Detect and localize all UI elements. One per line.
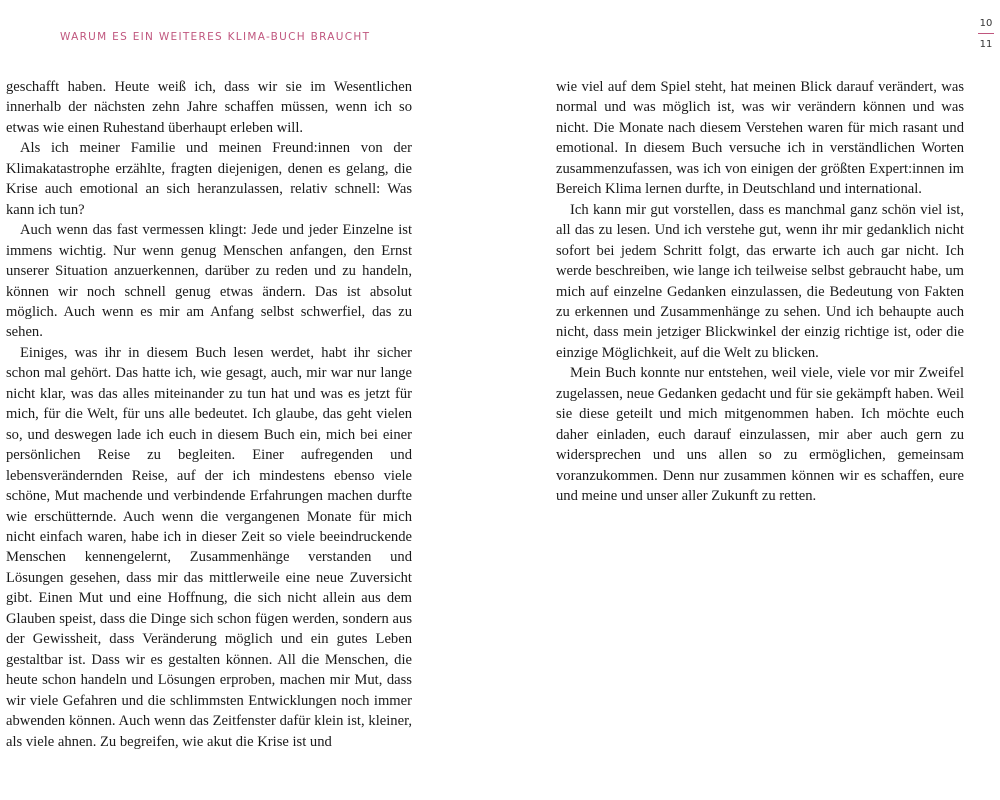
paragraph: Auch wenn das fast vermessen klingt: Jede und jeder Einzelne ist immens wichtig. Nur wenn genug Menschen anfangen, den Ernst unserer Situation anzuerkennen, darüber zu reden und zu handeln, können wir noch schnell genug etwas ändern. Das ist absolut möglich. Auch wenn es mir am Anfang selbst schwerfiel, das zu sehen. — [6, 222, 412, 341]
left-text-column — [6, 77, 412, 752]
paragraph: wie viel auf dem Spiel steht, hat meinen Blick darauf verändert, was normal und was möglich ist, was wir verändern können und was nicht. Die Monate nach diesem Verstehen waren für mich rasant und emotional. In diesem Buch versuche ich in verständlichen Worten zusammenzufassen, was ich von einigen der größten Expert:innen im Bereich Klima lernen durfte, in Deutschland und international. — [556, 79, 964, 198]
page-number-divider — [978, 33, 994, 34]
paragraph: Ich kann mir gut vorstellen, dass es manchmal ganz schön viel ist, all das zu lesen. Und ich verstehe gut, wenn ihr mir gedanklich nicht sofort bei jedem Schritt folgt, das erwarte ich auch gar nicht. Ich werde beschreiben, wie lange ich teilweise selbst gebraucht habe, um mich auf einzelne Gedanken einzulassen, die Bedeutung von Fakten zu erkennen und Zusammenhänge zu sehen. Und ich behaupte auch nicht, dass mein jetziger Blickwinkel der einzig richtige ist, oder die einzige Möglichkeit, auf die Welt zu blicken. — [556, 201, 964, 361]
paragraph: Einiges, was ihr in diesem Buch lesen werdet, habt ihr sicher schon mal gehört. Das hatte ich, wie gesagt, auch, mir war nur lange nicht klar, was das alles miteinander zu tun hat und was es jetzt für mich, für die Welt, für uns alle bedeutet. Ich glaube, das geht vielen so, und deswegen lade ich euch in diesem Buch ein, mich bei einer persönlichen Reise zu begleiten. Einer aufregenden und lebensverändernden Reise, auf der ich mindestens ebenso viele schöne, Mut machende und verbindende Erfahrungen machen durfte wie erschütternde. Auch wenn die vergangenen Monate für mich nicht einfach waren, habe ich in dieser Zeit so viele beeindruckende Menschen kennengelernt, Zusammenhänge verstanden und Lösungen gesehen, dass mir das mittlerweile eine neue Zuversicht gibt. Einen Mut und eine Hoffnung, die sich nicht allein aus dem Glauben speist, dass die Dinge sich schon fügen werden, sondern aus der Gewissheit, dass Veränderung möglich und ein gutes Leben gestaltbar ist. Dass wir es gestalten können. All die Menschen, die heute schon handeln und Lösungen erproben, machen mir Mut, dass wir viele Gefahren und die schlimmsten Entwicklungen noch immer abwenden können. Auch wenn das Zeitfenster dafür klein ist, kleiner, als viele ahnen. Zu begreifen, wie akut die Krise ist und — [6, 344, 412, 750]
right-text-column — [556, 77, 964, 507]
paragraph: geschafft haben. Heute weiß ich, dass wir sie im Wesentlichen innerhalb der nächsten zehn Jahre schaffen müssen, wenn ich so etwas wie einen Ruhestand überhaupt erleben will. — [6, 79, 412, 136]
page-numbers — [975, 17, 997, 51]
paragraph: Als ich meiner Familie und meinen Freund:innen von der Klimakatastrophe erzählte, fragten diejenigen, denen es gelang, die Krise auch emotional an sich heranzulassen, relativ schnell: Was kann ich tun? — [6, 140, 412, 218]
running-title: WARUM ES EIN WEITERES KLIMA-BUCH BRAUCHT — [60, 31, 371, 43]
paragraph: Mein Buch konnte nur entstehen, weil viele, viele vor mir Zweifel zugelassen, neue Gedanken gedacht und für sie gekämpft haben. Weil sie diese geteilt und mich mitgenommen haben. Ich möchte euch daher einladen, euch darauf einzulassen, mir aber auch gern zu widersprechen und uns allen so zu ermöglichen, gemeinsam voranzukommen. Denn nur zusammen können wir es schaffen, eure und meine und unser aller Zukunft zu retten. — [556, 365, 964, 505]
page-number-right: 11 — [979, 39, 993, 50]
page-number-left: 10 — [979, 18, 993, 29]
